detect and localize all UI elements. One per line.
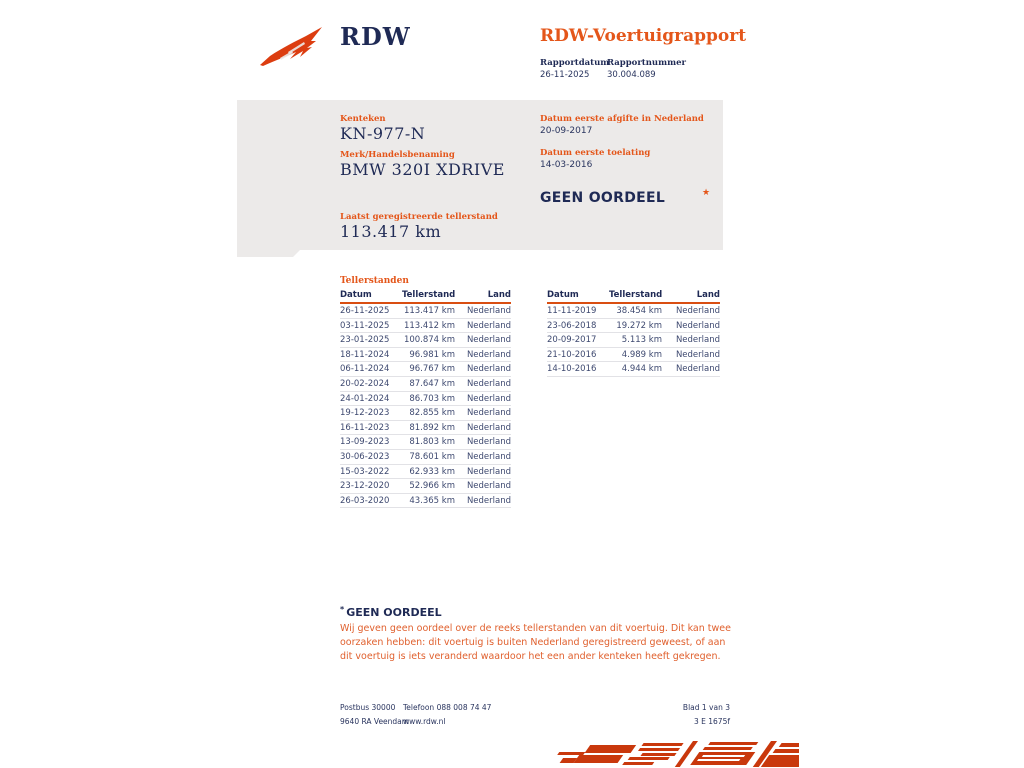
oordeel-star-icon: ★ — [702, 188, 711, 198]
table-cell-datum: 23-12-2020 — [340, 481, 390, 492]
table-cell-datum: 15-03-2022 — [340, 466, 390, 477]
report-number-value: 30.004.089 — [607, 70, 656, 80]
table-cell-land: Nederland — [675, 320, 720, 331]
table-cell-tellerstand: 52.966 km — [409, 481, 455, 492]
footnote-title — [340, 605, 442, 619]
table-cell-land: Nederland — [466, 451, 511, 462]
table-cell-tellerstand: 82.855 km — [409, 408, 455, 419]
table-row — [340, 362, 511, 377]
merk-label: Merk/Handelsbenaming — [340, 150, 455, 160]
table-cell-tellerstand: 81.803 km — [409, 437, 455, 448]
footer-address-line2: 9640 RA Veendam — [340, 717, 410, 726]
laatste-tellerstand-label: Laatst geregistreerde tellerstand — [340, 212, 498, 222]
table-cell-tellerstand: 113.412 km — [403, 320, 455, 331]
table-row — [340, 421, 511, 436]
table-body — [547, 304, 720, 377]
table-cell-datum: 11-11-2019 — [547, 306, 597, 316]
report-date-label: Rapportdatum — [540, 58, 610, 68]
column-header-land: Land — [696, 290, 720, 300]
eerste-afgifte-value: 20-09-2017 — [540, 126, 593, 136]
table-header — [340, 290, 511, 304]
table-row — [547, 319, 720, 334]
table-cell-tellerstand: 78.601 km — [409, 451, 455, 462]
table-row — [547, 362, 720, 377]
footer-website-link[interactable]: www.rdw.nl — [403, 717, 446, 726]
table-cell-tellerstand: 87.647 km — [409, 378, 455, 389]
column-header-tellerstand: Tellerstand — [402, 290, 456, 300]
table-cell-land: Nederland — [466, 306, 511, 316]
table-cell-land: Nederland — [466, 495, 511, 506]
table-cell-land: Nederland — [466, 320, 511, 331]
table-cell-tellerstand: 113.417 km — [403, 306, 455, 316]
logo-wordmark: RDW — [340, 22, 411, 51]
table-cell-datum: 18-11-2024 — [340, 349, 390, 360]
table-row — [340, 465, 511, 480]
table-cell-datum: 30-06-2023 — [340, 451, 390, 462]
footnote-text: Wij geven geen oordeel over de reeks tellerstanden van dit voertuig. Dit kan twee oorzaken hebben: dit voertuig is buiten Nederland geregistreerd geweest, of aan dit voertuig is iets veranderd waardoor het een ander kenteken heeft gekregen. — [340, 623, 731, 662]
table-cell-tellerstand: 86.703 km — [409, 393, 455, 404]
table-cell-land: Nederland — [675, 349, 720, 360]
table-cell-datum: 03-11-2025 — [340, 320, 390, 331]
table-cell-tellerstand: 38.454 km — [616, 306, 662, 316]
footer-phone: Telefoon 088 008 74 47 — [403, 703, 492, 712]
table-cell-tellerstand: 96.767 km — [409, 364, 455, 375]
table-cell-land: Nederland — [466, 437, 511, 448]
footnote-title-text: GEEN OORDEEL — [346, 606, 442, 619]
kenteken-label: Kenteken — [340, 114, 386, 124]
table-row — [340, 304, 511, 319]
table-cell-datum: 23-01-2025 — [340, 335, 390, 346]
rdw-logo-icon — [258, 26, 334, 70]
table-cell-land: Nederland — [466, 378, 511, 389]
table-cell-tellerstand: 96.981 km — [409, 349, 455, 360]
table-row — [340, 377, 511, 392]
table-cell-datum: 14-10-2016 — [547, 364, 597, 375]
footer-graphic — [543, 741, 799, 768]
table-row — [340, 450, 511, 465]
eerste-afgifte-label: Datum eerste afgifte in Nederland — [540, 114, 704, 124]
table-cell-datum: 24-01-2024 — [340, 393, 390, 404]
column-header-tellerstand: Tellerstand — [609, 290, 663, 300]
report-number-label: Rapportnummer — [607, 58, 686, 68]
column-header-land: Land — [487, 290, 511, 300]
table-cell-tellerstand: 62.933 km — [409, 466, 455, 477]
tellerstanden-table-right — [547, 290, 720, 377]
table-cell-tellerstand: 5.113 km — [621, 335, 662, 346]
table-cell-datum: 16-11-2023 — [340, 422, 390, 433]
table-row — [340, 479, 511, 494]
column-header-datum: Datum — [340, 290, 372, 300]
table-cell-datum: 21-10-2016 — [547, 349, 597, 360]
table-row — [340, 319, 511, 334]
table-cell-datum: 13-09-2023 — [340, 437, 390, 448]
table-cell-datum: 23-06-2018 — [547, 320, 597, 331]
kenteken-value: KN-977-N — [340, 124, 426, 143]
table-cell-tellerstand: 81.892 km — [409, 422, 455, 433]
table-row — [340, 348, 511, 363]
table-cell-land: Nederland — [675, 364, 720, 375]
table-row — [340, 435, 511, 450]
table-cell-datum: 26-03-2020 — [340, 495, 390, 506]
table-row — [547, 333, 720, 348]
table-cell-tellerstand: 100.874 km — [403, 335, 455, 346]
table-cell-tellerstand: 43.365 km — [409, 495, 455, 506]
footer-form-code: 3 E 1675f — [693, 717, 730, 726]
table-row — [340, 392, 511, 407]
table-cell-land: Nederland — [466, 481, 511, 492]
table-cell-tellerstand: 4.989 km — [621, 349, 662, 360]
table-row — [340, 333, 511, 348]
table-cell-land: Nederland — [675, 335, 720, 346]
table-row — [340, 494, 511, 509]
footnote-asterisk: * — [340, 605, 345, 614]
table-cell-tellerstand: 19.272 km — [616, 320, 662, 331]
footer-address-line1: Postbus 30000 — [340, 703, 396, 712]
page-title: RDW-Voertuigrapport — [540, 26, 747, 46]
table-row — [547, 304, 720, 319]
table-body — [340, 304, 511, 508]
tellerstanden-heading: Tellerstanden — [340, 276, 409, 286]
tellerstanden-table-left — [340, 290, 511, 508]
table-cell-datum: 06-11-2024 — [340, 364, 390, 375]
table-cell-land: Nederland — [466, 422, 511, 433]
table-cell-land: Nederland — [466, 408, 511, 419]
table-cell-datum: 20-02-2024 — [340, 378, 390, 389]
table-cell-datum: 26-11-2025 — [340, 306, 390, 316]
table-cell-land: Nederland — [466, 335, 511, 346]
table-cell-land: Nederland — [466, 393, 511, 404]
table-row — [340, 406, 511, 421]
merk-value: BMW 320I XDRIVE — [340, 160, 505, 179]
table-cell-land: Nederland — [466, 466, 511, 477]
eerste-toelating-label: Datum eerste toelating — [540, 148, 651, 158]
table-cell-land: Nederland — [466, 349, 511, 360]
table-cell-datum: 19-12-2023 — [340, 408, 390, 419]
table-cell-datum: 20-09-2017 — [547, 335, 597, 346]
table-cell-tellerstand: 4.944 km — [621, 364, 662, 375]
table-cell-land: Nederland — [675, 306, 720, 316]
laatste-tellerstand-value: 113.417 km — [340, 222, 442, 241]
column-header-datum: Datum — [547, 290, 579, 300]
table-row — [547, 348, 720, 363]
oordeel-value: GEEN OORDEEL — [540, 190, 666, 206]
table-header — [547, 290, 720, 304]
eerste-toelating-value: 14-03-2016 — [540, 160, 593, 170]
table-cell-land: Nederland — [466, 364, 511, 375]
footer-page-info: Blad 1 van 3 — [682, 703, 730, 712]
report-date-value: 26-11-2025 — [540, 70, 590, 80]
